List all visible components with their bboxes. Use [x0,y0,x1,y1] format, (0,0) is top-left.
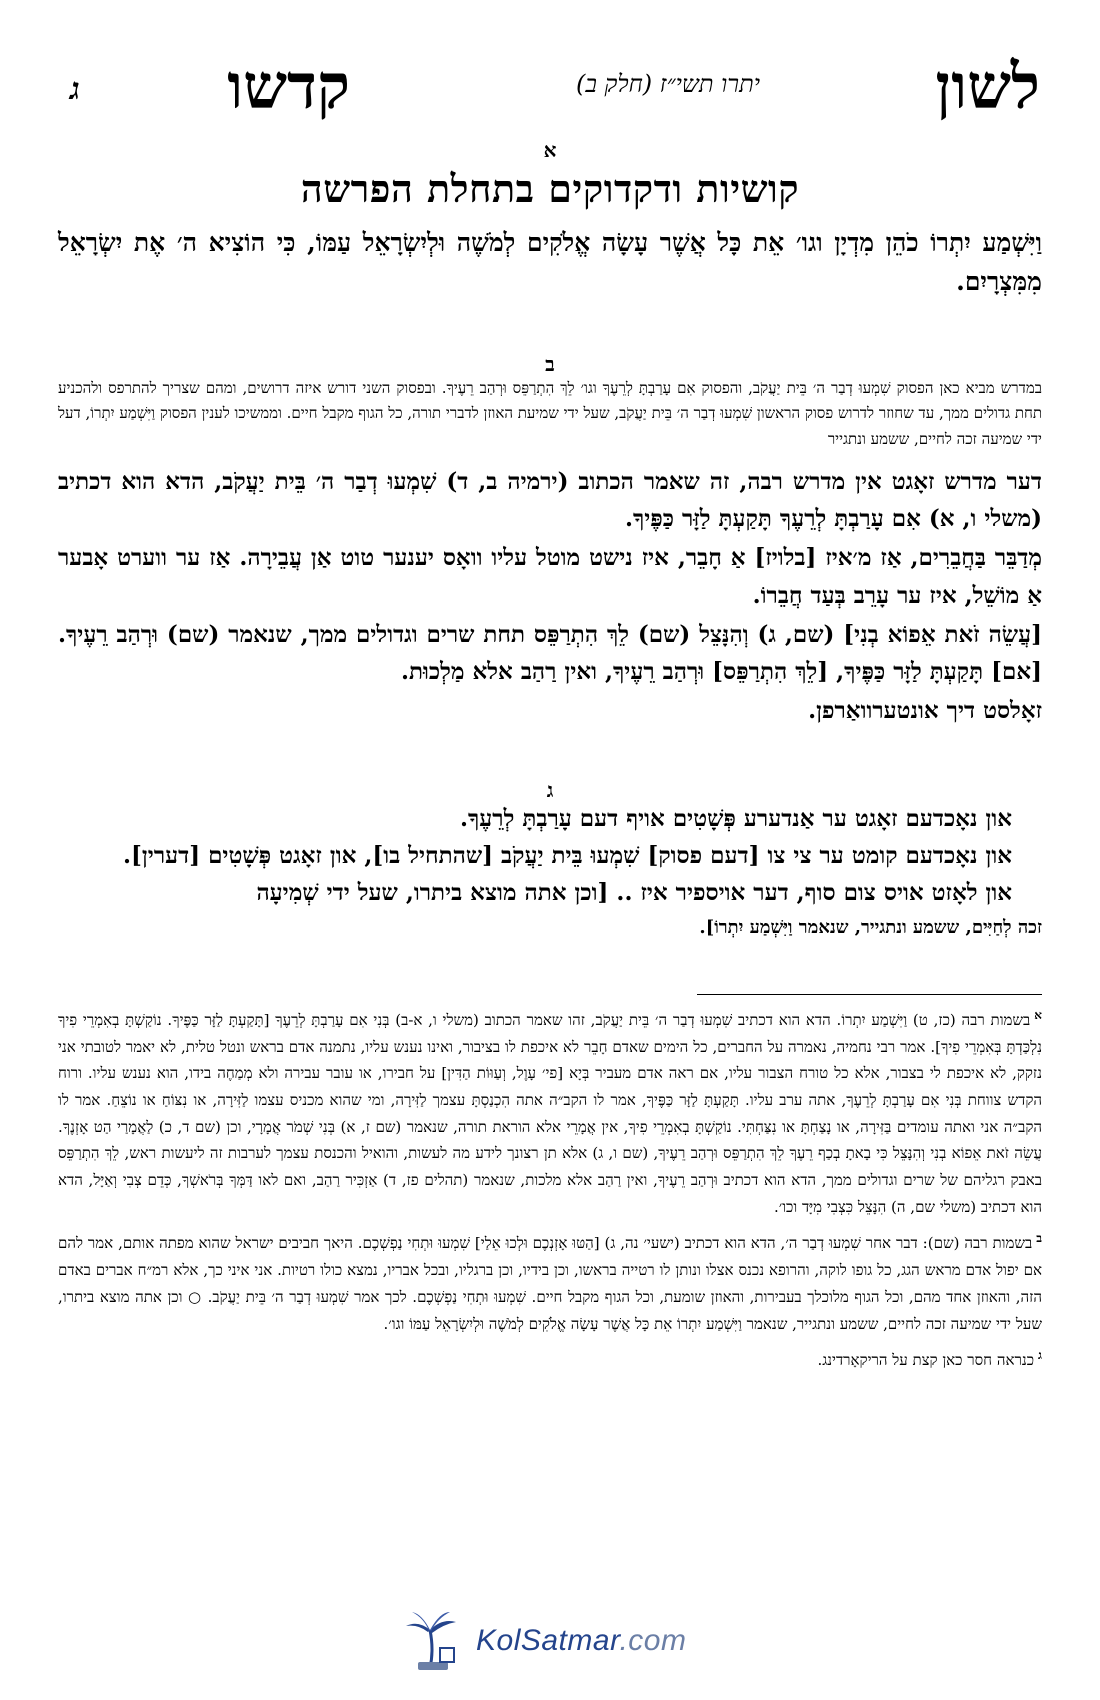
logo-text [476,1624,686,1658]
site-logo[interactable] [400,1610,720,1674]
paragraph: מְדַבֵּר בַּחֲבֵרִים, אַז מ׳איז [בלויז] אַ חָבֵר, איז נישט מוטל עליו וואָס יענער טוט אַן עֲבֵירָה. אַז ער ווערט אָבער אַ מוֹשֵׁל, איז ער עָרֵב בְּעַד חֲבֵרוֹ. [58,544,1042,609]
footnote-text: בשמות רבה (כז, ט) וַיִּשְׁמַע יִתְרוֹ. הדא הוא דכתיב שִׁמְעוּ דְבַר ה׳ בֵּית יַעֲקֹב, זהו שאמר הכתוב (משלי ו, א-ב) בְּנִי אִם עָרַבְתָּ לְרֵעֶךָ [תָּקַעְתָּ לַזָּר כַּפֶּיךָ. נוֹקַשְׁתָּ בְאִמְרֵי פִיךָ נִלְכַּדְתָּ בְּאִמְרֵי פִיךָ]. אמר רבי נחמיה, נאמרה על החברים, כל הימים שאדם חָבֵר לא איכפת לו בציבור, ואינו נענש עליו, נתמנה אדם בראש ונטל טלית, לא יאמר לטובתי אני נזקק, לא איכפת לי בצבור, אלא כל טורח הצבור עליו, אם ראה אדם מעביר בְּיָא [פי׳ עָוֶל, וְעַוּוֹת הַדִּין] על חבירו, או עובר עבירה ולא מְמַחֶה בידו, הוא נענש עליו. ורוח הקדש צווחת בְּנִי אִם עָרַבְתָּ לְרֵעֶךָ, אתה ערב עליו. תָּקַעְתָּ לַזָּר כַּפֶּיךָ, אמר לו הקב״ה אתה הִכְנַסְתָּ עצמך לַזִּירָה, ומי שהוא מכניס עצמו לַזִּירָה, או נִצּוֹחַ או נוֹצֵחַ. אמר לו הקב״ה אני ואתה עומדים בַּזִּירָה, או נָצַחְתָּ או נִצַּחְתִּי. נוֹקַשְׁתָּ בְאִמְרֵי פִיךָ, אין אֲמָרֵי אלא הוראת תורה, שנאמר (שם ז, א) בְּנִי שְׁמֹר אֲמָרָי, וכן (שם ד, כ) לַאֲמָרַי הַט אָזְנֶךָ. עֲשֵׂה זֹאת אֵפוֹא בְנִי וְהִנָּצֵל כִּי בָאתָ בְכַף רֵעֶךָ לֵךְ הִתְרַפֵּס וּרְהַב רֵעֶיךָ, (שם ו, ג) אלא תן רצונך לידע מה לעשות, והואיל והכנסת עצמך לערבות זה ליעשות ראש, לֵךְ הִתְרַפֵּס באבק רגליהם של שרים וגדולים ממך, הדא הוא דכתיב וּרְהַב רֵעֶיךָ, ואין רַהַב אלא מלכות, שנאמר (תהלים פז, ד) אַזְכִּיר רַהַב, ואם לאו דַּמְּךָ בְּרֹאשְׁךָ, כְּדֵם צְבִי וְאַיָּל, הדא הוא דכתיב (משלי שם, ה) הִנָּצֵל כִּצְבִי מִיָּד וכו׳. [58,1010,1043,1216]
logo-name: KolSatmar [476,1624,620,1657]
paragraph: זאָלסט דיך אונטערוואַרפן. [808,697,1042,725]
section-summary: במדרש מביא כאן הפסוק שִׁמְעוּ דְבַר ה׳ בֵּית יַעֲקֹב, והפסוק אִם עָרַבְתָּ לְרֵעֶךָ וגו׳ לֵךְ הִתְרַפֵּס וּרְהַב רֵעֶיךָ. ובפסוק השני דורש איזה דרושים, ומהם שצריך להתרפס ולהכניע תחת גדולים ממך, עד שחוזר לדרוש פסוק הראשון שִׁמְעוּ דְבַר ה׳ בֵּית יַעֲקֹב, שעל ידי שמיעת האוזן לדברי תורה, כל הגוף מקבל חיים. וממשיכו לענין הפסוק וַיִּשְׁמַע יִתְרוֹ, דעל ידי שמיעה זכה לחיים, ששמע ונתגייר [58,378,1042,449]
footnote-text: כנראה חסר כאן קצת על הריקאָרדינג. [817,1351,1035,1370]
section3-text [58,800,1042,912]
footnote [58,1228,1042,1337]
paragraph-continuation: זכה לְחַיִּים, ששמע ונתגייר, שנאמר וַיִּשְׁמַע יִתְרוֹ]. [699,917,1042,939]
paragraph: און לאָזט אויס צום סוף, דער אויספיר איז .. [וכן אתה מוצא ביתרו, שעל ידי שְׁמִיעָה [256,879,1012,907]
footnote-text: בשמות רבה (שם): דבר אחר שִׁמְעוּ דְבַר ה׳, הדא הוא דכתיב (ישעי׳ נה, ג) [הַטּוּ אָזְנְכֶם וּלְכוּ אֵלַי] שִׁמְעוּ וּתְחִי נַפְשְׁכֶם. היאך חביבים ישראל שהוא מפתה אותם, אמר להם אם יפול אדם מראש הגג, כל גופו לוקה, והרופא נכנס אצלו ונותן לו רטייה בראשו, וכן בידיו, וכן ברגליו, ובכל אבריו, נמצא כולו רטיות. אני איני כך, אלא רמ״ח אברים באדם הזה, והאוזן אחד מהם, וכל הגוף מלוכלך בעבירות, והאוזן שומעת, וכל הגוף מקבל חיים. שִׁמְעוּ וּתְחִי נַפְשְׁכֶם. לכך אמר שִׁמְעוּ דְבַר ה׳ בֵּית יַעֲקֹב. ○ וכן אתה מוצא ביתרו, שעל ידי שמיעה זכה לחיים, ששמע ונתגייר, שנאמר וַיִּשְׁמַע יִתְרוֹ אֵת כָּל אֲשֶׁר עָשָׂה אֱלֹקִים לְמֹשֶׁה וּלְיִשְׂרָאֵל עַמּוֹ וגו׳. [58,1234,1042,1333]
paragraph: דער מדרש זאָגט אין מדרש רבה, זה שאמר הכתוב (ירמיה ב, ד) שִׁמְעוּ דְבַר ה׳ בֵּית יַעֲקֹב, הדא הוא דכתיב (משלי ו, א) אִם עָרַבְתָּ לְרֵעֶךָ תָּקַעְתָּ לַזָּר כַּפֶּיךָ. [58,467,1042,533]
section2-text [58,463,1042,730]
footnote-mark: ג [1038,1348,1042,1363]
header-word-right: לשון [935,50,1040,123]
footnote [58,1005,1042,1221]
opening-verse: וַיִּשְׁמַע יִתְרוֹ כֹהֵן מִדְיָן וגו׳ אֵת כָּל אֲשֶׁר עָשָׂה אֱלֹקִים לְמֹשֶׁה וּלְיִשְׂרָאֵל עַמּוֹ, כִּי הוֹצִיא ה׳ אֶת יִשְׂרָאֵל מִמִּצְרָיִם. [58,228,1042,296]
page-header [50,30,1050,123]
section-letter-2: ב [545,351,555,376]
document-body [58,140,1042,1382]
palm-tree-icon [400,1610,470,1674]
header-word-left: קדשו [227,50,350,123]
footnote-mark: א [1034,1007,1042,1022]
header-subtitle: יתרו תשי״ז (חלק ב) [575,70,760,98]
section-letter-3: ג [546,777,554,802]
footnote-divider [697,994,1042,995]
footnote [58,1345,1042,1374]
logo-suffix: .com [619,1624,687,1657]
page-number: ג [70,72,80,107]
footnote-mark: ב [1036,1231,1042,1246]
section-title: קושיות ודקדוקים בתחלת הפרשה [300,166,800,211]
paragraph: און נאָכדעם זאָגט ער אַנדערע פְּשָׁטִים אויף דעם עָרַבְתָּ לְרֵעֶךָ. [459,804,1012,832]
paragraph: [עֲשֵׂה זֹאת אֵפוֹא בְנִי] (שם, ג) וְהִנָּצֵל (שם) לֵךְ הִתְרַפֵּס תחת שרים וגדולים ממך, שנאמר (שם) וּרְהַב רֵעֶיךָ. [אם] תָּקַעְתָּ לַזָּר כַּפֶּיךָ, [לֵךְ הִתְרַפֵּס] וּרְהַב רֵעֶיךָ, ואין רַהַב אלא מַלְכוּת. [58,620,1042,686]
paragraph: און נאָכדעם קומט ער צי צו [דעם פסוק] שִׁמְעוּ בֵּית יַעֲקֹב [שהתחיל בו], און זאָגט פְּשָׁטִים [דערין]. [123,841,1012,869]
section-letter-1: א [543,138,557,162]
